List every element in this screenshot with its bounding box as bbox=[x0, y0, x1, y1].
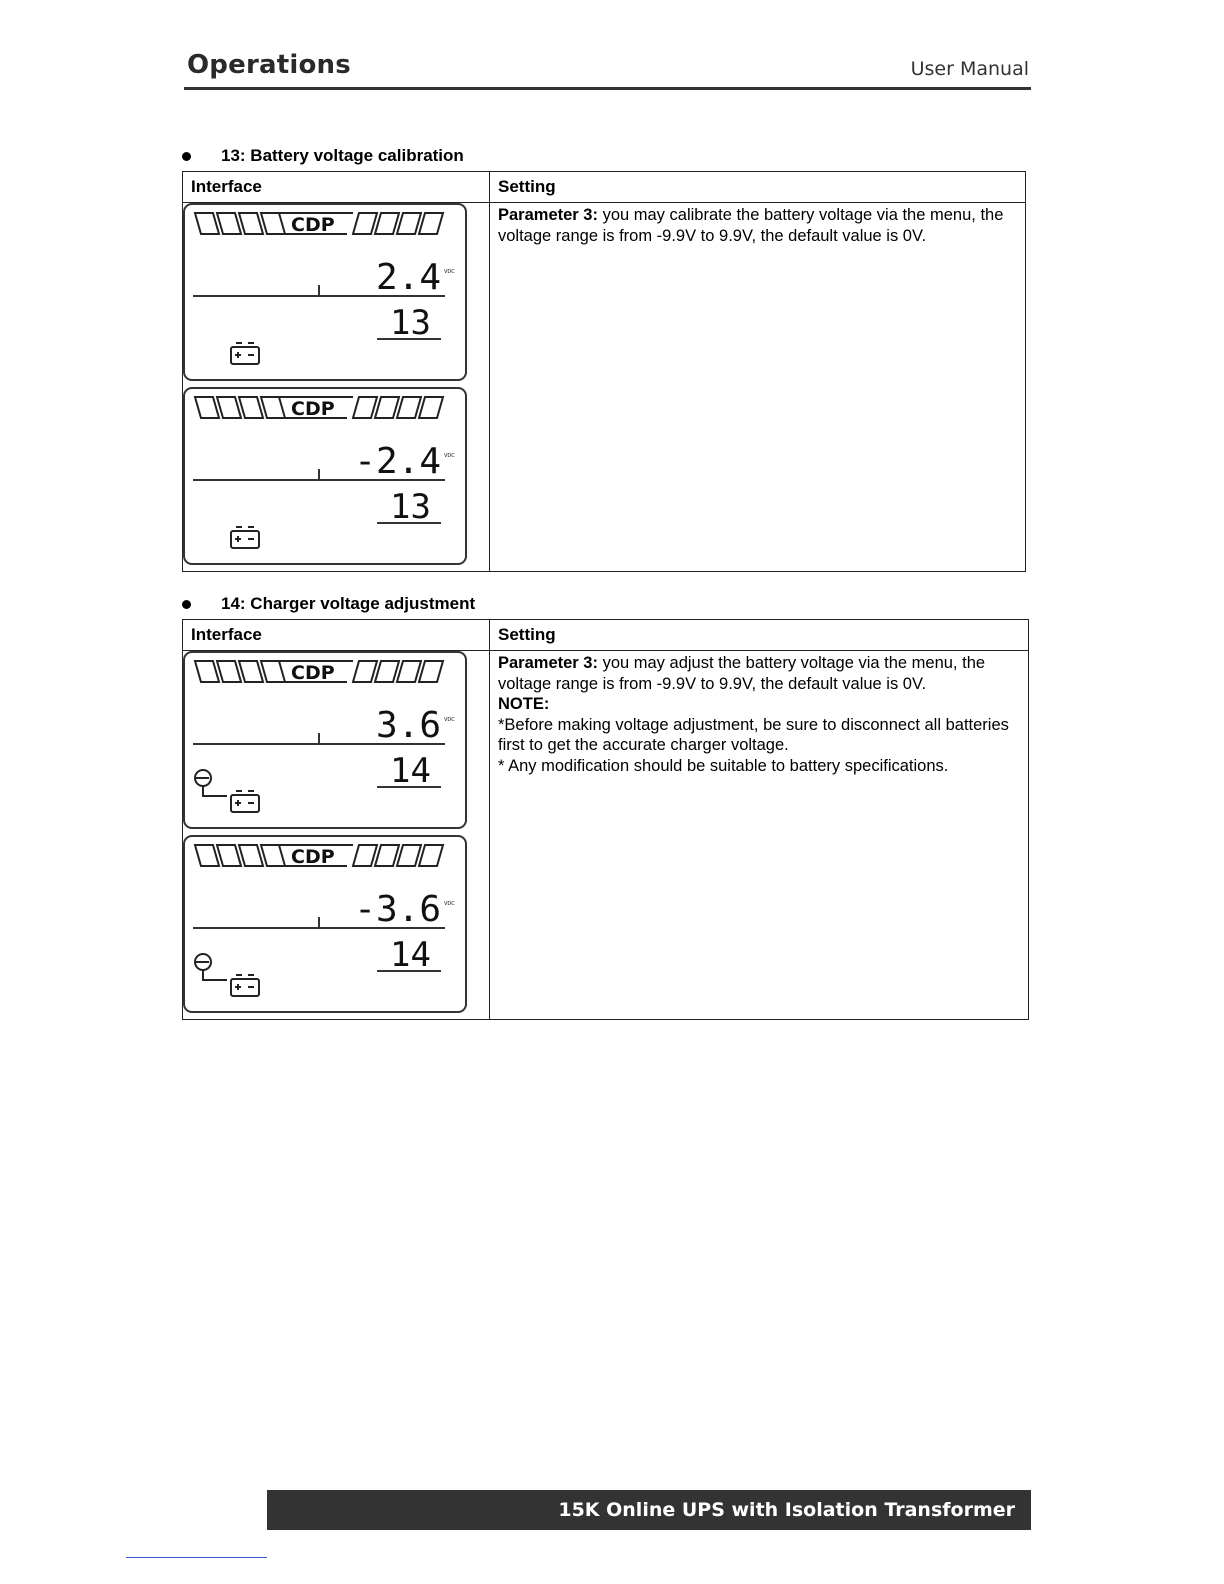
section-title-text: 14: Charger voltage adjustment bbox=[221, 594, 476, 613]
note-item: * Any modification should be suitable to battery specifications. bbox=[498, 756, 949, 775]
footer-link-underline bbox=[126, 1557, 267, 1558]
spec-table-14 bbox=[182, 619, 1029, 1020]
voltage-readout: 2.4 bbox=[375, 257, 441, 298]
interface-cell bbox=[183, 203, 490, 572]
col-header-interface: Interface bbox=[183, 172, 490, 203]
footer-bar bbox=[267, 1490, 1031, 1530]
bullet-icon bbox=[182, 152, 191, 161]
parameter-code: 14 bbox=[390, 935, 431, 975]
lcd-display bbox=[183, 387, 467, 565]
parameter-code: 13 bbox=[390, 303, 431, 343]
unit-label: VDC bbox=[444, 453, 455, 459]
footer-product-title: 15K Online UPS with Isolation Transformer bbox=[558, 1499, 1015, 1521]
col-header-interface: Interface bbox=[183, 620, 490, 651]
setting-cell bbox=[490, 651, 1029, 1020]
unit-label: VDC bbox=[444, 717, 455, 723]
header-divider bbox=[184, 87, 1031, 90]
parameter-description: Parameter 3: you may calibrate the battery voltage via the menu, the voltage range is from -9.9V to 9.9V, the default value is 0V. bbox=[498, 206, 1004, 245]
brand-logo: CDP bbox=[291, 662, 335, 684]
charger-icon bbox=[195, 770, 227, 796]
lcd-display bbox=[183, 835, 467, 1013]
lcd-display bbox=[183, 651, 467, 829]
interface-cell bbox=[183, 651, 490, 1020]
col-header-setting: Setting bbox=[490, 172, 1026, 203]
battery-icon bbox=[231, 527, 259, 548]
battery-icon bbox=[231, 975, 259, 996]
col-header-setting: Setting bbox=[490, 620, 1029, 651]
lcd-display bbox=[183, 203, 467, 381]
section-title-14 bbox=[180, 594, 475, 614]
note-label: NOTE: bbox=[498, 695, 550, 713]
section-title-text: 13: Battery voltage calibration bbox=[221, 146, 464, 165]
charger-icon bbox=[195, 954, 227, 980]
parameter-code: 14 bbox=[390, 751, 431, 791]
battery-icon bbox=[231, 791, 259, 812]
voltage-readout: -3.6 bbox=[354, 889, 441, 930]
brand-logo: CDP bbox=[291, 398, 335, 420]
parameter-description: Parameter 3: you may adjust the battery voltage via the menu, the voltage range is from -9.9V to 9.9V, the default value is 0V. bbox=[498, 654, 986, 693]
unit-label: VDC bbox=[444, 269, 455, 275]
section-title-13 bbox=[180, 146, 464, 166]
setting-cell bbox=[490, 203, 1026, 572]
spec-table-13 bbox=[182, 171, 1026, 572]
page-title: Operations bbox=[187, 50, 351, 80]
parameter-code: 13 bbox=[390, 487, 431, 527]
bullet-icon bbox=[182, 600, 191, 609]
document-subtitle: User Manual bbox=[910, 58, 1029, 80]
unit-label: VDC bbox=[444, 901, 455, 907]
brand-logo: CDP bbox=[291, 214, 335, 236]
note-item: *Before making voltage adjustment, be sure to disconnect all batteries first to get the accurate charger voltage. bbox=[498, 715, 1009, 754]
battery-icon bbox=[231, 343, 259, 364]
voltage-readout: -2.4 bbox=[354, 441, 441, 482]
brand-logo: CDP bbox=[291, 846, 335, 868]
voltage-readout: 3.6 bbox=[375, 705, 441, 746]
